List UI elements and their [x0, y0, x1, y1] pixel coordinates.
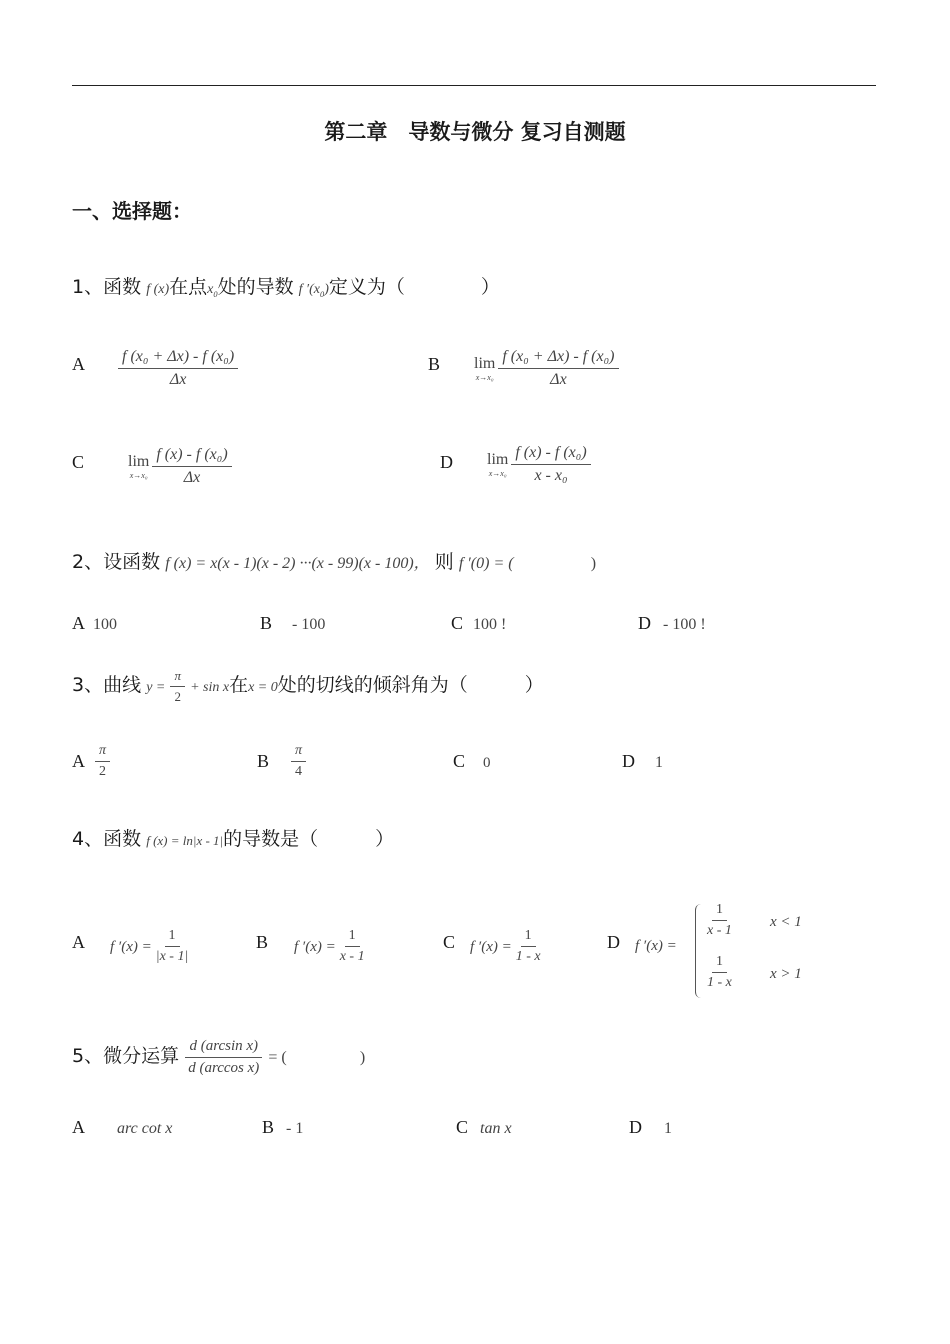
- q4-text-1: 函数: [103, 828, 142, 850]
- q4-option-a-letter[interactable]: A: [72, 932, 85, 952]
- q2-close-paren: ): [590, 555, 597, 572]
- q1-b-denominator: Δx: [550, 371, 567, 388]
- q3-y: y =: [146, 680, 166, 695]
- q4-a-den: |x - 1|: [155, 949, 189, 964]
- q1-c-lim: lim: [128, 453, 150, 470]
- q1-option-c-letter[interactable]: C: [72, 452, 85, 472]
- q2-text-2: 则: [434, 551, 454, 573]
- q4-d-cond-1: x < 1: [770, 914, 802, 930]
- q4-d-num1: 1: [712, 902, 727, 921]
- q1-d-denominator: x - x₀: [534, 467, 568, 484]
- q5-b-letter: B: [262, 1117, 275, 1137]
- q4-option-c[interactable]: [470, 928, 545, 965]
- question-1: [72, 272, 500, 299]
- q3-number: 3、: [72, 674, 104, 696]
- q2-text-1: 设函数: [103, 551, 161, 573]
- q2-c-value: 100 !: [473, 616, 507, 633]
- q5-c-value: tan x: [480, 1120, 512, 1137]
- q1-option-a-letter[interactable]: A: [72, 354, 85, 374]
- q5-option-b[interactable]: [262, 1117, 303, 1138]
- q5-d-letter: D: [629, 1117, 642, 1137]
- q1-c-lim-sub: x→x₀: [129, 471, 148, 480]
- page-title: 第二章 导数与微分 复习自测题: [324, 120, 626, 144]
- q5-equals: = (: [268, 1049, 287, 1066]
- q5-text-1: 微分运算: [103, 1045, 180, 1067]
- q5-c-letter: C: [456, 1117, 469, 1137]
- q2-d-letter: D: [638, 613, 651, 633]
- q3-pi: π: [170, 668, 185, 687]
- q3-option-c[interactable]: [453, 751, 491, 772]
- q3-option-d[interactable]: [622, 751, 663, 772]
- q3-c-value: 0: [483, 755, 491, 771]
- q5-numerator: d (arcsin x): [185, 1038, 262, 1058]
- q4-expression: f (x) = ln|x - 1|: [146, 833, 224, 848]
- q5-a-value: arc cot x: [117, 1120, 173, 1137]
- q3-two: 2: [174, 689, 181, 704]
- q3-d-letter: D: [622, 751, 635, 771]
- question-5: [72, 1038, 365, 1077]
- q3-option-b[interactable]: [291, 743, 306, 780]
- q4-c-den: 1 - x: [515, 949, 541, 964]
- q4-d-den1: x - 1: [707, 923, 732, 938]
- q2-a-value: 100: [93, 616, 117, 633]
- q5-number: 5、: [72, 1045, 104, 1067]
- q5-option-c[interactable]: [456, 1117, 512, 1138]
- q1-b-lim: lim: [474, 355, 496, 372]
- q4-d-cond-2: x > 1: [770, 966, 802, 982]
- q1-x0: x: [207, 282, 214, 297]
- q3-x0: x = 0: [248, 680, 278, 695]
- q5-close-paren: ): [359, 1049, 366, 1066]
- q4-option-b-letter[interactable]: B: [256, 932, 269, 952]
- q1-option-a[interactable]: [118, 348, 238, 389]
- q2-b-letter: B: [260, 613, 273, 633]
- q4-a-num: 1: [165, 928, 180, 947]
- q1-option-d[interactable]: [487, 444, 591, 485]
- question-2: [72, 547, 596, 574]
- q5-option-a[interactable]: [72, 1117, 172, 1138]
- q3-a-den: 2: [99, 764, 106, 779]
- q1-b-lim-sub: x→x₀: [475, 373, 494, 382]
- q2-expression: f (x) = x(x - 1)(x - 2) ···(x - 99)(x - 100)，: [165, 555, 430, 572]
- q4-d-lhs[interactable]: f ′(x) =: [635, 938, 677, 954]
- q4-option-a[interactable]: [110, 928, 192, 965]
- q4-b-num: 1: [345, 928, 360, 947]
- q1-b-numerator: f (x₀ + Δx) - f (x₀): [498, 348, 618, 369]
- q2-option-c[interactable]: [451, 613, 506, 634]
- q5-option-d[interactable]: [629, 1117, 672, 1138]
- q4-option-d-letter[interactable]: D: [607, 932, 620, 952]
- q1-c-numerator: f (x) - f (x₀): [152, 446, 231, 467]
- q4-d-case-2: [703, 954, 736, 991]
- q2-d-value: - 100 !: [663, 616, 706, 633]
- q4-d-case-1: [703, 902, 736, 939]
- q1-text-3: 处的导数: [217, 276, 294, 298]
- q5-b-value: - 1: [286, 1120, 304, 1137]
- q1-option-b[interactable]: [474, 348, 619, 389]
- q2-expression-2: f ′(0) = (: [458, 555, 514, 572]
- q1-option-b-letter[interactable]: B: [428, 354, 441, 374]
- q1-fx: f (x): [146, 282, 170, 297]
- q4-b-den: x - 1: [339, 949, 365, 964]
- q2-option-d[interactable]: [638, 613, 706, 634]
- q1-option-d-letter[interactable]: D: [440, 452, 453, 472]
- q2-number: 2、: [72, 551, 104, 573]
- question-4: [72, 824, 394, 851]
- q1-c-denominator: Δx: [183, 469, 201, 486]
- q4-d-den2: 1 - x: [707, 975, 732, 990]
- q5-a-letter: A: [72, 1117, 85, 1137]
- q1-d-lim-sub: x→x₀: [488, 469, 507, 478]
- q4-a-lhs: f ′(x) =: [110, 939, 152, 955]
- q4-c-lhs: f ′(x) =: [470, 939, 512, 955]
- question-3: [72, 668, 544, 705]
- q1-fprime-end: ): [324, 282, 329, 297]
- q4-d-num2: 1: [712, 954, 727, 973]
- header-rule: [72, 85, 876, 86]
- q1-d-numerator: f (x) - f (x₀): [511, 444, 590, 465]
- q4-option-c-letter[interactable]: C: [443, 932, 456, 952]
- q1-text-1: 函数: [103, 276, 142, 298]
- q3-option-a-letter[interactable]: A: [72, 751, 85, 771]
- q3-option-b-letter[interactable]: B: [257, 751, 270, 771]
- q1-a-denominator: Δx: [169, 371, 187, 388]
- q4-b-lhs: f ′(x) =: [294, 939, 336, 955]
- q5-denominator: d (arccos x): [188, 1060, 260, 1076]
- q1-option-c[interactable]: [128, 446, 232, 487]
- q1-fprime-sub: 0: [320, 289, 325, 299]
- q1-fprime: f ′(x: [298, 282, 320, 297]
- q3-b-num: π: [291, 743, 306, 762]
- q1-d-lim: lim: [487, 451, 509, 468]
- q3-b-den: 4: [295, 764, 302, 779]
- q4-number: 4、: [72, 828, 104, 850]
- q2-option-b[interactable]: [260, 613, 325, 634]
- q1-text-2: 在点: [169, 276, 208, 298]
- q4-option-b[interactable]: [294, 928, 369, 965]
- q3-text-1: 曲线: [103, 674, 142, 696]
- q3-text-2: 在: [229, 674, 249, 696]
- q1-a-numerator: f (x₀ + Δx) - f (x₀): [118, 348, 238, 369]
- q2-a-letter: A: [72, 613, 85, 633]
- q4-text-2: 的导数是（ ）: [223, 828, 395, 850]
- q1-number: 1、: [72, 276, 104, 298]
- q4-c-num: 1: [521, 928, 536, 947]
- q5-d-value: 1: [664, 1120, 672, 1137]
- q2-c-letter: C: [451, 613, 464, 633]
- q3-text-3: 处的切线的倾斜角为（ ）: [277, 674, 544, 696]
- q2-option-a[interactable]: [72, 613, 117, 634]
- q1-text-4: 定义为（ ）: [328, 276, 500, 298]
- section-heading: 一、选择题：: [72, 199, 192, 223]
- q3-sin: + sin x: [190, 680, 230, 695]
- q3-a-num: π: [95, 743, 110, 762]
- q3-option-a[interactable]: [95, 743, 110, 780]
- q3-d-value: 1: [655, 754, 663, 771]
- q2-b-value: - 100: [292, 616, 326, 633]
- q3-c-letter: C: [453, 751, 466, 771]
- q1-x0-sub: 0: [213, 289, 218, 299]
